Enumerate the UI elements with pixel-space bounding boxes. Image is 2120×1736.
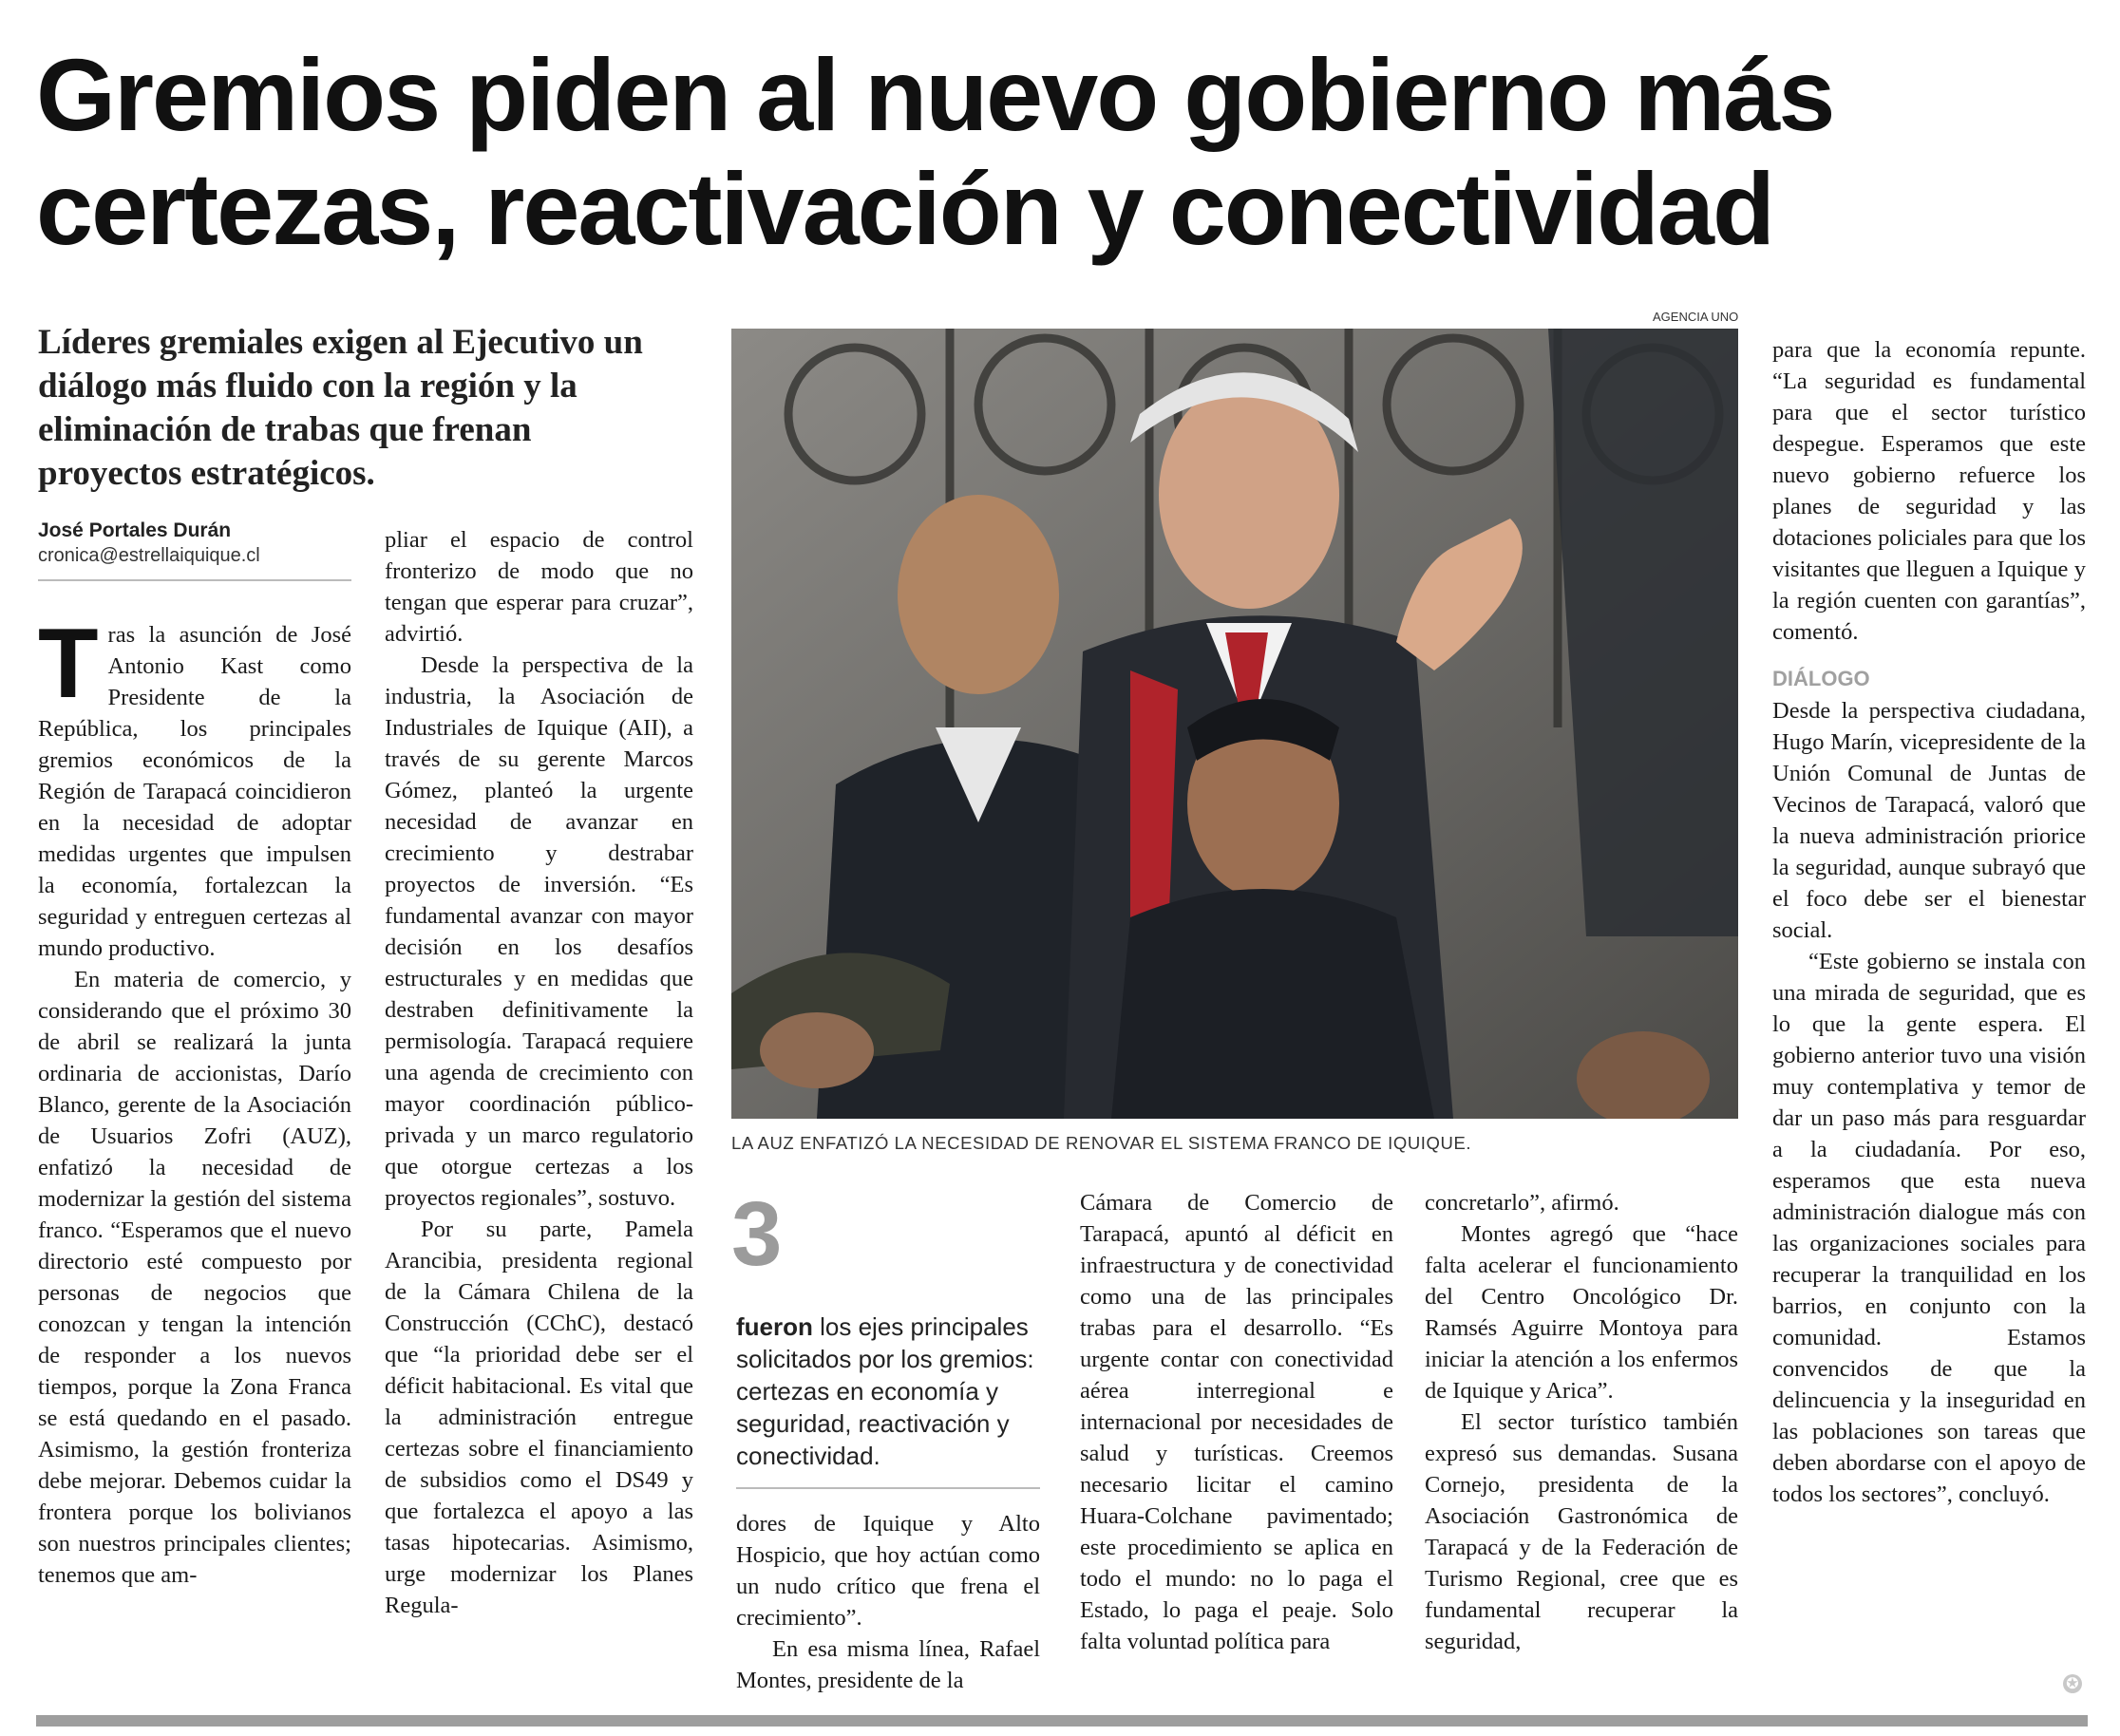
photo-credit: AGENCIA UNO <box>1653 310 1739 324</box>
paragraph: El sector turístico también expresó sus demandas. Susana Cornejo, presidenta de la Asociación Gastronómica de Tarapacá y de la Federación de Turismo Regional, cree que es fundamental recuperar la seguridad, <box>1425 1409 1738 1654</box>
news-photo <box>731 329 1738 1119</box>
fact-number: 3 <box>731 1183 783 1285</box>
paragraph: Montes agregó que “hace falta acelerar el funcionamiento del Centro Oncológico Dr. Ramsés Aguirre Montoya para iniciar la atención a los enfermos de Iquique y Arica”. <box>1425 1221 1738 1404</box>
author-name: José Portales Durán <box>38 519 232 541</box>
photo-caption: LA AUZ ENFATIZÓ LA NECESIDAD DE RENOVAR EL SISTEMA FRANCO DE IQUIQUE. <box>731 1133 1472 1153</box>
article-end-icon: ✪ <box>2063 1674 2082 1693</box>
fact-box <box>736 1311 1040 1472</box>
paragraph: En esa misma línea, Rafael Montes, presidente de la <box>736 1636 1040 1693</box>
byline <box>38 518 351 568</box>
paragraph <box>38 609 351 964</box>
column-2 <box>385 524 693 1621</box>
column-6 <box>1772 334 2086 1510</box>
fact-text: los ejes principales solicitados por los gremios: certezas en economía y seguridad, reactivación y conectividad. <box>736 1312 1034 1470</box>
headline: Gremios piden al nuevo gobierno más certezas, reactivación y conectividad <box>36 37 1834 266</box>
paragraph: dores de Iquique y Alto Hospicio, que hoy actúan como un nudo crítico que frena el crecimiento”. <box>736 1511 1040 1631</box>
paragraph: Cámara de Comercio de Tarapacá, apuntó al déficit en infraestructura y de conectividad como una de las principales trabas para el desarrollo. “Es urgente contar con conectividad aérea interregional e internacional por necesidades de salud y turísticas. Creemos necesario licitar el camino Huara-Colchane pavimentado; este procedimiento se aplica en todo el mundo: no lo paga el Estado, lo paga el peaje. Solo falta voluntad política para <box>1080 1190 1393 1654</box>
crosshead: DIÁLOGO <box>1772 667 1870 690</box>
paragraph: concretarlo”, afirmó. <box>1425 1190 1619 1216</box>
column-3 <box>736 1508 1040 1696</box>
paragraph: para que la economía repunte. “La seguridad es fundamental para que el sector turístico despegue. Esperamos que este nuevo gobierno refuerce los planes de seguridad y las dotaciones policiales para que los visitantes que lleguen a Iquique y la región cuenten con garantías”, comentó. <box>1772 337 2086 645</box>
paragraph: En materia de comercio, y considerando que el próximo 30 de abril se realizará la junta ordinaria de accionistas, Darío Blanco, gerente de la Asociación de Usuarios Zofri (AUZ), enfatizó la necesidad de modernizar la gestión del sistema franco. “Esperamos que el nuevo directorio esté compuesto por personas de negocios que conozcan y tengan la intención de responder a los nuevos tiempos, porque la Zona Franca se está quedando en el pasado. Asimismo, la gestión fronteriza debe mejorar. Debemos cuidar la frontera porque los bolivianos son nuestros principales clientes; tenemos que am- <box>38 967 351 1588</box>
drop-cap: T <box>38 609 99 719</box>
footer-bar <box>36 1715 2088 1727</box>
paragraph: Desde la perspectiva ciudadana, Hugo Marín, vicepresidente de la Unión Comunal de Juntas de Vecinos de Tarapacá, valoró que la nueva administración priorice la seguridad, aunque subrayó que el foco debe ser el bienestar social. <box>1772 698 2086 943</box>
author-email: cronica@estrellaiquique.cl <box>38 545 260 566</box>
photo-illustration <box>731 329 1738 1119</box>
deck-subtitle: Líderes gremiales exigen al Ejecutivo un diálogo más fluido con la región y la eliminación de trabas que frenan proyectos estratégicos. <box>38 323 643 493</box>
paragraph-text: ras la asunción de José Antonio Kast como Presidente de la República, los principales gremios económicos de la Región de Tarapacá coincidieron en la necesidad de adoptar medidas urgentes que impulsen la economía, fortalezcan la seguridad y entreguen certezas al mundo productivo. <box>38 622 351 961</box>
paragraph: Desde la perspectiva de la industria, la Asociación de Industriales de Iquique (AII), a través de su gerente Marcos Gómez, planteó la urgente necesidad de avanzar en crecimiento y destrabar proyectos de inversión. “Es fundamental avanzar con mayor decisión en los desafíos estructurales y en medidas que destraben definitivamente la permisología. Tarapacá requiere una agenda de crecimiento con mayor coordinación público-privada y un marco regulatorio que otorgue certezas a los proyectos regionales”, sostuvo. <box>385 652 693 1211</box>
column-4 <box>1080 1187 1393 1657</box>
fact-divider <box>736 1487 1040 1489</box>
fact-lead: fueron <box>736 1312 813 1341</box>
column-5 <box>1425 1187 1738 1657</box>
paragraph: pliar el espacio de control fronterizo de modo que no tengan que esperar para cruzar”, advirtió. <box>385 527 693 647</box>
paragraph: Por su parte, Pamela Arancibia, presidenta regional de la Cámara Chilena de la Construcción (CChC), destacó que “la prioridad debe ser el déficit habitacional. Es vital que la administración entregue certezas sobre el financiamiento de subsidios como el DS49 y que fortalezca el apoyo a las tasas hipotecarias. Asimismo, urge modernizar los Planes Regula- <box>385 1217 693 1618</box>
paragraph: “Este gobierno se instala con una mirada de seguridad, que es lo que la gente espera. El gobierno anterior tuvo una visión muy contemplativa y temor de dar un paso más para resguardar a la ciudadanía. Por eso, esperamos que esta nueva administración dialogue más con las organizaciones sociales para recuperar la tranquilidad en los barrios, en conjunto con la comunidad. Estamos convencidos de que la delincuencia y la inseguridad en las poblaciones son tareas que deben abordarse con el apoyo de todos los sectores”, concluyó. <box>1772 949 2086 1507</box>
byline-divider <box>38 579 351 581</box>
column-1 <box>38 609 351 1591</box>
